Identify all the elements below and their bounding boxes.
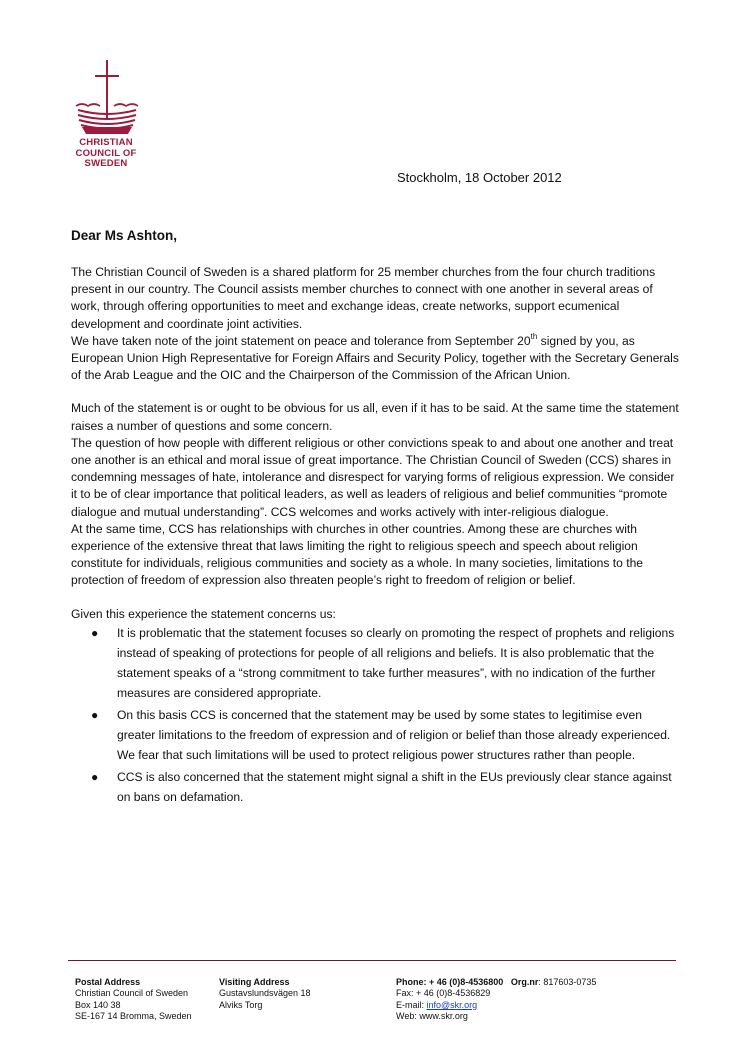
list-item-text: CCS is also concerned that the statement might signal a shift in the EUs previously clear stance against on bans on defamation.: [117, 769, 672, 804]
visiting-line-1: Gustavslundsvägen 18: [219, 988, 311, 999]
logo-text: [68, 138, 144, 170]
list-item: [71, 767, 679, 807]
footer-visiting-address: [219, 977, 311, 1011]
visiting-title: Visiting Address: [219, 977, 290, 987]
council-logo: [68, 58, 148, 170]
postal-title: Postal Address: [75, 977, 141, 987]
letter-greeting: Dear Ms Ashton,: [71, 228, 178, 243]
footer-divider: [68, 960, 676, 961]
postal-line-1: Christian Council of Sweden: [75, 988, 189, 999]
paragraph-statement: [71, 333, 679, 385]
phone-text: Phone: + 46 (0)8-4536800: [396, 977, 504, 987]
list-item: [71, 623, 679, 703]
postal-line-3: SE-167 14 Bromma, Sweden: [75, 1011, 192, 1022]
bullet-icon: ●: [91, 625, 99, 640]
cross-ship-logo-icon: [74, 58, 140, 136]
postal-line-2: Box 140 38: [75, 999, 121, 1010]
statement-text-end: signed by you, as European Union High Representative for Foreign Affairs and Security Policy, together with the Secretary Generals of the Arab League and the OIC and the Chairperson of the Commission of the African Union.: [71, 333, 679, 383]
footer-postal-address: [75, 977, 192, 1023]
list-item-text: On this basis CCS is concerned that the statement may be used by some states to legitimise even greater limitations to the freedom of expression and of religion or belief than those already experienced. We fear that such limitations will be used to protect religious power structures rather than people.: [117, 707, 671, 762]
fax-text: Fax: + 46 (0)8-4536829: [396, 988, 491, 999]
visiting-line-2: Alviks Torg: [219, 999, 263, 1010]
date-superscript: th: [530, 331, 538, 341]
orgnr-label: Org.nr: [510, 977, 539, 987]
paragraph-ethics: The question of how people with different religious or other convictions speak to and about one another and treat one another is an ethical and moral issue of great importance. The Christian Council of Sweden (CCS) shares in condemning messages of hate, intolerance and disrespect for varying forms of religious expression. We consider it to be of clear importance that political leaders, as well as leaders of religious and belief communities “promote dialogue and mutual understanding”. CCS welcomes and works actively with inter-religious dialogue.: [71, 435, 675, 519]
paragraph-concerns-intro: Given this experience the statement concerns us:: [71, 606, 336, 621]
footer-contact: [396, 977, 596, 1023]
list-item: [71, 705, 679, 765]
bullet-icon: ●: [91, 769, 99, 784]
paragraph-relationships: At the same time, CCS has relationships with churches in other countries. Among these are churches with experience of the extensive threat that laws limiting the right to religious speech and speech about religion constitute for individuals, religious communities and society as a whole. In many societies, limitations to the protection of freedom of expression also threaten people’s right to freedom of religion or belief.: [71, 521, 644, 588]
concerns-list: [71, 623, 679, 807]
logo-line-2: COUNCIL OF: [75, 147, 137, 159]
statement-text-start: We have taken note of the joint statement on peace and tolerance from September 20: [71, 333, 531, 348]
bullet-icon: ●: [91, 707, 99, 722]
list-item-text: It is problematic that the statement focuses so clearly on promoting the respect of prophets and religions instead of speaking of protections for people of all religions and beliefs. It is also problematic that the statement speaks of a “strong commitment to take further measures”, with no indication of the further measures are considered appropriate.: [117, 625, 675, 700]
letter-body: [71, 264, 679, 809]
paragraph-obvious: Much of the statement is or ought to be obvious for us all, even if it has to be said. At the same time the statement raises a number of questions and some concern.: [71, 401, 679, 433]
email-label: E-mail:: [396, 999, 427, 1010]
paragraph-intro: The Christian Council of Sweden is a shared platform for 25 member churches from the four church traditions present in our country. The Council assists member churches to connect with one another in several areas of work, through offering opportunities to meet and exchange ideas, create networks, support ecumenical development and coordinate joint activities.: [71, 265, 656, 331]
web-text: Web: www.skr.org: [396, 1011, 468, 1022]
email-link[interactable]: info@skr.org: [426, 999, 478, 1010]
letter-date: Stockholm, 18 October 2012: [397, 170, 562, 185]
logo-line-3: SWEDEN: [84, 158, 128, 169]
orgnr-value: : 817603-0735: [538, 977, 597, 987]
logo-line-1: CHRISTIAN: [79, 137, 133, 148]
